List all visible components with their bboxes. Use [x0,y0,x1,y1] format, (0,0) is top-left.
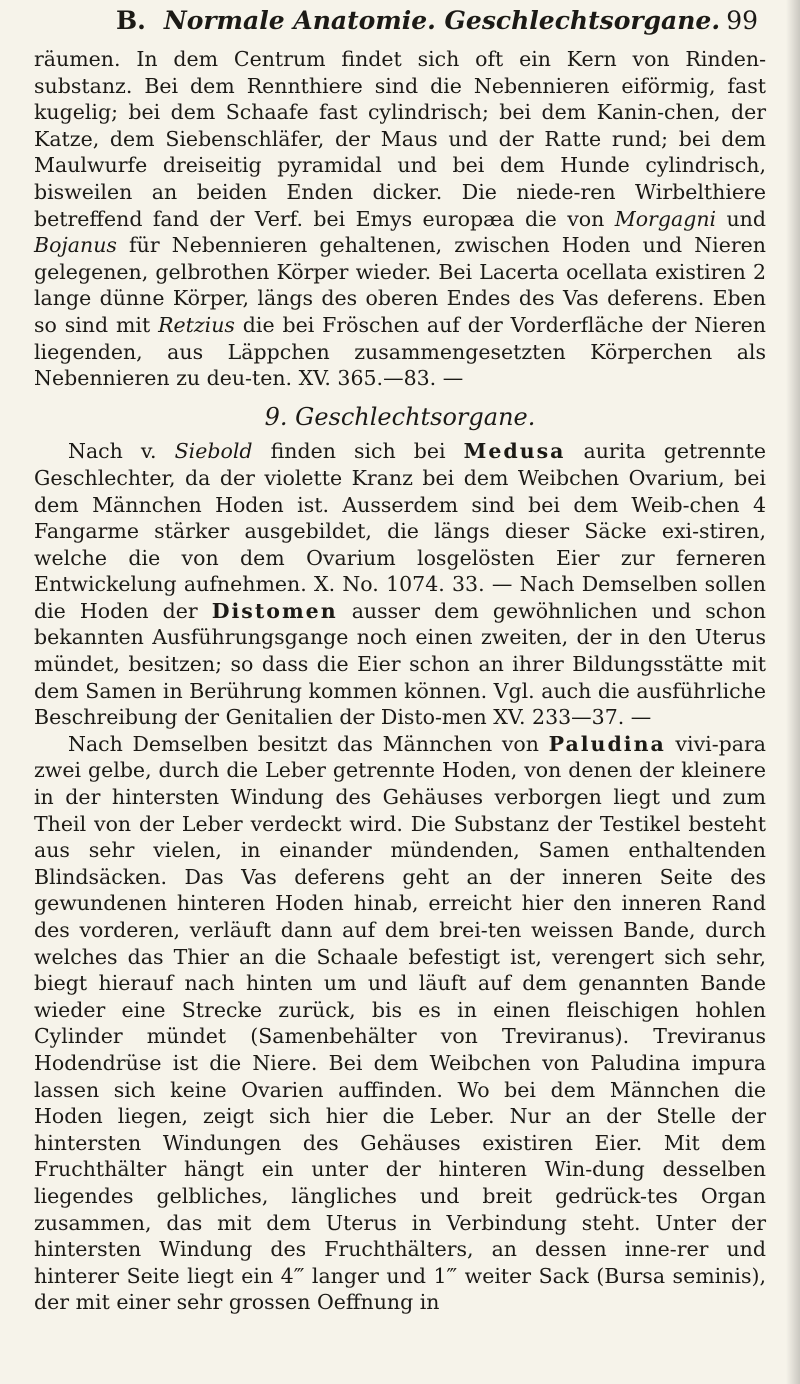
text-run: für Nebennieren gehaltenen, zwischen Hoden und Nieren gelegenen, gelbrothen Körper wieder. Bei Lacerta ocellata existiren 2 lange dünne Körper, längs des oberen Endes des Vas deferens. Eben so sind mit [34,233,766,337]
book-page [34,6,766,1316]
author-name: Retzius [158,312,235,337]
text-run: Nach v. [68,439,175,464]
author-name: Bojanus [34,233,117,258]
text-run: räumen. In dem Centrum findet sich oft ein Kern von Rinden-substanz. Bei dem Rennthiere sind die Nebennieren eiförmig, fast kugelig; bei dem Schaafe fast cylindrisch; bei dem Kanin-chen, der Katze, dem Siebenschläfer, der Maus und der Ratte rund; bei dem Maulwurfe dreiseitig pyramidal und bei dem Hunde cylindrisch, bisweilen an beiden Enden dicker. Die niede-ren Wirbelthiere betreffend fand der Verf. bei Emys europæa die von [34,47,766,231]
text-run: aurita getrennte Geschlechter, da der violette Kranz bei dem Weibchen Ovarium, bei dem Männchen Hoden ist. Ausserdem sind bei dem Weib-chen 4 Fangarme stärker ausgebildet, die längs dieser Säcke exi-stiren, welche die von dem Ovarium losgelösten Eier zur ferneren Entwickelung aufnehmen. X. No. 1074. 33. — Nach Demselben sollen die Hoden der [34,439,766,623]
paragraph-adrenal [34,46,766,392]
running-head [34,6,766,46]
page-edge-shadow [786,0,800,1384]
text-run: Nach Demselben besitzt das Männchen von [68,731,549,756]
section-heading: 9. Geschlechtsorgane. [264,402,536,431]
running-title: Normale Anatomie. Geschlechtsorgane. [163,6,721,35]
text-run: die bei Fröschen auf der Vorderfläche der Nieren liegenden, aus Läppchen zusammengesetzten Körperchen als Nebennieren zu deu-ten. XV. 365.—83. — [34,312,766,391]
paragraph-paludina [34,731,766,1316]
text-run: und [716,206,766,231]
genus-name: Distomen [211,598,338,623]
text-run: ausser dem gewöhnlichen und schon bekannten Ausführungsgange noch einen zweiten, der in den Uterus mündet, besitzen; so dass die Eier schon an ihrer Bildungsstätte mit dem Samen in Berührung kommen können. Vgl. auch die ausführliche Beschreibung der Genitalien der Disto-men XV. 233—37. — [34,598,766,730]
paragraph-medusa [34,438,766,731]
genus-name: Medusa [463,439,566,464]
page-number: 99 [726,6,758,35]
text-run: vivi-para zwei gelbe, durch die Leber getrennte Hoden, von denen der kleinere in der hintersten Windung des Gehäuses verborgen liegt und zum Theil von der Leber verdeckt wird. Die Substanz der Testikel besteht aus sehr vielen, in einander mündenden, Samen enthaltenden Blindsäcken. Das Vas deferens geht an der inneren Seite des gewundenen hinteren Hoden hinab, erreicht hier den inneren Rand des vorderen, verläuft dann auf dem brei-ten weissen Bande, durch welches das Thier an die Schaale befestigt ist, verengert sich sehr, biegt hierauf nach hinten um und läuft auf dem genannten Bande wieder eine Strecke zurück, bis es in einen fleischigen hohlen Cylinder mündet (Samenbehälter von Treviranus). Treviranus Hodendrüse ist die Niere. Bei dem Weibchen von Paludina impura lassen sich keine Ovarien auffinden. Wo bei dem Männchen die Hoden liegen, zeigt sich hier die Leber. Nur an der Stelle der hintersten Windungen des Gehäuses existiren Eier. Mit dem Fruchthälter hängt ein unter der hinteren Win-dung desselben liegendes gelbliches, längliches und breit gedrück-tes Organ zusammen, das mit dem Uterus in Verbindung steht. Unter der hintersten Windung des Fruchthälters, an dessen inne-rer und hinterer Seite liegt ein 4‴ langer und 1‴ weiter Sack (Bursa seminis), der mit einer sehr grossen Oeffnung in [34,731,766,1315]
section-letter: B. [116,6,146,35]
author-name: Siebold [174,439,253,464]
text-run: finden sich bei [252,439,464,464]
genus-name: Paludina [548,731,666,756]
author-name: Morgagni [614,206,717,231]
body-text [34,46,766,1316]
